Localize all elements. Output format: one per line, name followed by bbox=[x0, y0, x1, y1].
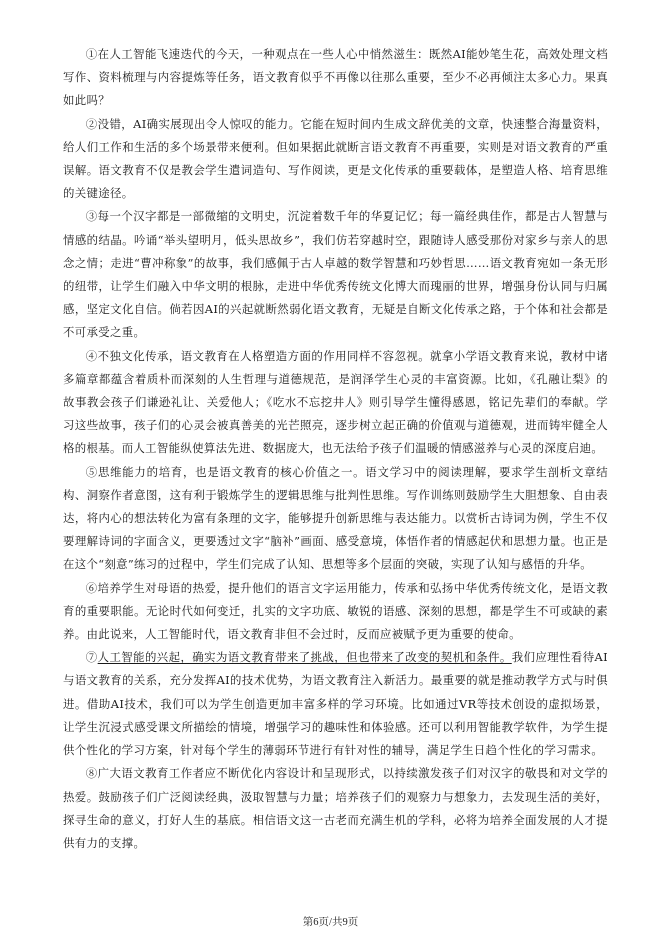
paragraph-7 bbox=[63, 646, 608, 762]
paragraph-6: ⑥培养学生对母语的热爱，提升他们的语言文字运用能力，传承和弘扬中华优秀传统文化，是语文教育的重要职能。无论时代如何变迁，扎实的文字功底、敏锐的语感、深刻的思想，都是学生不可或缺的素养。由此说来，人工智能时代，语文教育非但不会过时，反而应被赋予更为重要的使命。 bbox=[63, 580, 608, 642]
page-number-footer: 第6页/共9页 bbox=[302, 917, 359, 928]
paragraph-8: ⑧广大语文教育工作者应不断优化内容设计和呈现形式，以持续激发孩子们对汉字的敬畏和对文学的热爱。鼓励孩子们广泛阅读经典，汲取智慧与力量；培养孩子们的观察力与想象力，去发现生活的美好，探寻生命的意义，打好人生的基底。相信语文这一古老而充满生机的学科，必将为培养全面发展的人才提供有力的支撑。 bbox=[63, 766, 608, 850]
paragraph-7-rest: 我们应理性看待AI与语文教育的关系，充分发挥AI的技术优势，为语文教育注入新活力。最重要的就是推动教学方式与时俱进。借助AI技术，我们可以为学生创造更加丰富多样的学习环境。比如通过VR等技术创设的虚拟场景，让学生沉浸式感受课文所描绘的情境，增强学习的趣味性和体验感。还可以利用智能教学软件，为学生提供个性化的学习方案，针对每个学生的薄弱环节进行有针对性的辅导，满足学生日趋个性化的学习需求。 bbox=[63, 650, 608, 758]
paragraph-7-marker: ⑦ bbox=[85, 650, 98, 665]
article-body bbox=[63, 43, 608, 855]
paragraph-5: ⑤思维能力的培育，也是语文教育的核心价值之一。语文学习中的阅读理解，要求学生剖析文章结构、洞察作者意图，这有利于锻炼学生的逻辑思维与批判性思维。写作训练则鼓励学生大胆想象、自由表达，将内心的想法转化为富有条理的文字，能够提升创新思维与表达能力。以赏析古诗词为例，学生不仅要理解诗词的字面含义，更要透过文字“脑补”画面、感受意境，体悟作者的情感起伏和思想力量。也正是在这个“刻意”练习的过程中，学生们完成了认知、思想等多个层面的突破，实现了认知与感悟的升华。 bbox=[63, 464, 608, 572]
paragraph-7-underlined-sentence: 人工智能的兴起，确实为语文教育带来了挑战，但也带来了改变的契机和条件。 bbox=[97, 650, 512, 665]
paragraph-4: ④不独文化传承，语文教育在人格塑造方面的作用同样不容忽视。就拿小学语文教育来说，教材中诸多篇章都蕴含着质朴而深刻的人生哲理与道德规范，是润泽学生心灵的丰富资源。比如，《孔融让梨》的故事教会孩子们谦逊礼让、关爱他人；《吃水不忘挖井人》则引导学生懂得感恩，铭记先辈们的奉献。学习这些故事，孩子们的心灵会被真善美的光芒照亮，逐步树立起正确的价值观与道德观，进而铸牢健全人格的根基。而人工智能纵使算法先进、数据庞大，也无法给予孩子们温暖的情感滋养与心灵的深度启迪。 bbox=[63, 348, 608, 456]
paragraph-1: ①在人工智能飞速迭代的今天，一种观点在一些人心中悄然滋生：既然AI能妙笔生花，高效处理文档写作、资料梳理与内容提炼等任务，语文教育似乎不再像以往那么重要，至少不必再倾注太多心力。果真如此吗？ bbox=[63, 47, 608, 108]
paragraph-2: ②没错，AI确实展现出令人惊叹的能力。它能在短时间内生成文辞优美的文章，快速整合海量资料，给人们工作和生活的多个场景带来便利。但如果据此就断言语文教育不再重要，实则是对语文教育的严重误解。语文教育不仅是教会学生遣词造句、写作阅读，更是文化传承的重要载体，是塑造人格、培育思维的关键途径。 bbox=[63, 116, 608, 201]
paragraph-3: ③每一个汉字都是一部微缩的文明史，沉淀着数千年的华夏记忆；每一篇经典佳作，都是古人智慧与情感的结晶。吟诵“举头望明月，低头思故乡”，我们仿若穿越时空，跟随诗人感受那份对家乡与亲人的思念之情；走进“曹冲称象”的故事，我们感佩于古人卓越的数学智慧和巧妙哲思……语文教育宛如一条无形的纽带，让学生们融入中华文明的根脉，走进中华优秀传统文化博大而瑰丽的世界，增强身份认同与归属感，坚定文化自信。倘若因AI的兴起就断然弱化语文教育，无疑是自断文化传承之路，于个体和社会都是不可承受之重。 bbox=[63, 209, 608, 340]
